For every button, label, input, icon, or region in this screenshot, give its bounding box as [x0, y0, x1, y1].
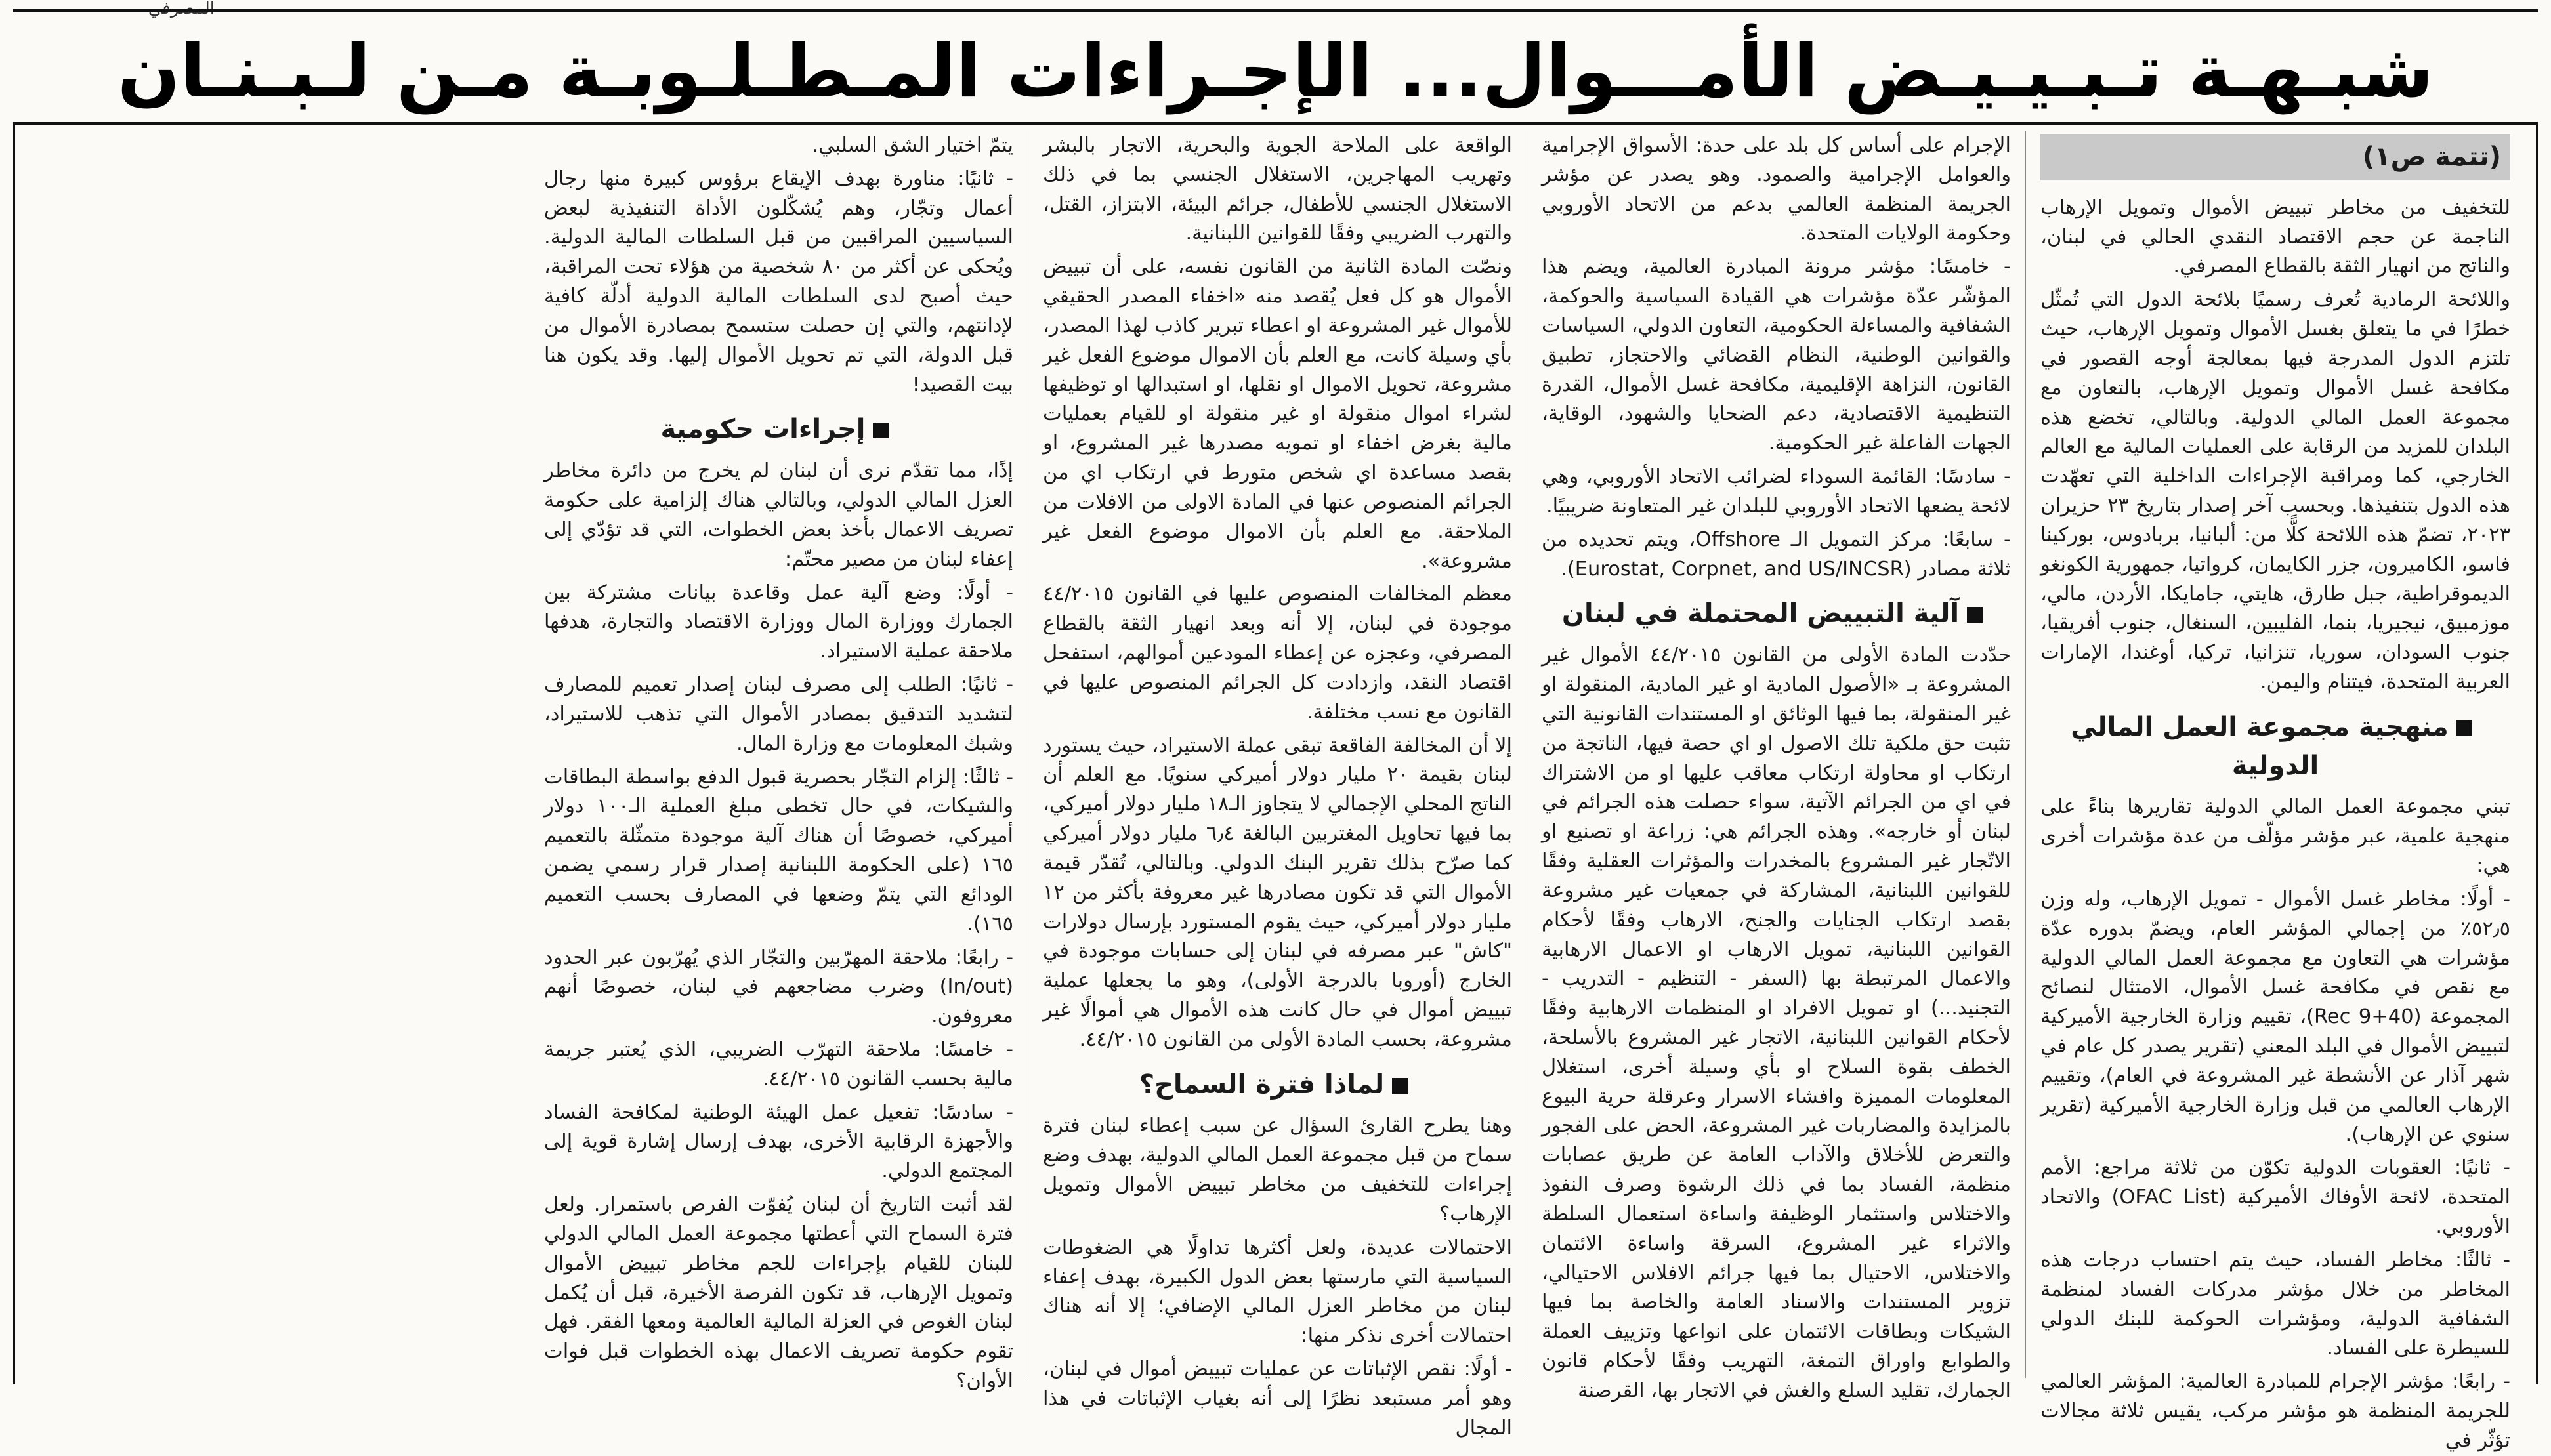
continuation-label: (تتمة ص١): [2040, 134, 2510, 180]
paragraph: ونصّت المادة الثانية من القانون نفسه، على أن تبييض الأموال هو كل فعل يُقصد منه «اخفاء المصدر الحقيقي للأموال غير المشروعة او اعطاء تبرير كاذب لهذا المصدر، بأي وسيلة كانت، مع العلم بأن الاموال موضوع الفعل غير مشروعة، تحويل الاموال او نقلها، او استبدالها او توظيفها لشراء اموال منقولة او غير منقولة او للقيام بعمليات مالية بغرض اخفاء او تمويه مصدرها غير المشروع، او بقصد مساعدة اي شخص متورط في ارتكاب اي من الجرائم المنصوص عنها في المادة الاولى من الافلات من الملاحقة. مع العلم بأن الاموال موضوع الفعل غير مشروعة».: [1043, 255, 1512, 573]
top-rule: [13, 9, 2538, 12]
paragraph: - أولًا: وضع آلية عمل وقاعدة بيانات مشتركة بين الجمارك ووزارة المال ووزارة الاقتصاد والتجارة، هدفها ملاحقة عملية الاستيراد.: [544, 581, 1013, 663]
paragraph: - ثالثًا: مخاطر الفساد، حيث يتم احتساب درجات هذه المخاطر من خلال مؤشر مدركات الفساد لمنظمة الشفافية الدولية، ومؤشرات الحوكمة للبنك الدولي للسيطرة على الفساد.: [2040, 1248, 2510, 1360]
paragraph: - سادسًا: تفعيل عمل الهيئة الوطنية لمكافحة الفساد والأجهزة الرقابية الأخرى، بهدف إرسال إشارة قوية إلى المجتمع الدولي.: [544, 1100, 1013, 1183]
section-heading-text: منهجية مجموعة العمل المالي الدولية: [2071, 711, 2449, 781]
paragraph: حدّدت المادة الأولى من القانون ٤٤/٢٠١٥ الأموال غير المشروعة بـ «الأصول المادية او غير المادية، المنقولة او غير المنقولة، بما فيها الوثائق او المستندات القانونية التي تثبت حق ملكية تلك الاصول او اي حصة فيها، الناتجة من ارتكاب او محاولة ارتكاب معاقب عليها او من الاشتراك في اي من الجرائم الآتية، سواء حصلت هذه الجرائم في لبنان أو خارجه». وهذه الجرائم هي: زراعة او تصنيع او الاتّجار غير المشروع بالمخدرات والمؤثرات العقلية وفقًا للقوانين اللبنانية، المشاركة في جمعيات غير مشروعة بقصد ارتكاب الجنايات والجنح، الارهاب وفقًا لأحكام القوانين اللبنانية، تمويل الارهاب او الاعمال الارهابية والاعمال المرتبطة بها (السفر - التنظيم - التدريب - التجنيد...) او تمويل الافراد او المنظمات الارهابية وفقًا لأحكام القوانين اللبنانية، الاتجار غير المشروع بالأسلحة، الخطف بقوة السلاح او بأي وسيلة أخرى، استغلال المعلومات المميزة وافشاء الاسرار وعرقلة حرية البيوع بالمزايدة والمضاربات غير المشروعة، الحض على الفجور والتعرض للأخلاق والآداب العامة عن طريق عصابات منظمة، الفساد بما في ذلك الرشوة وصرف النفوذ والاختلاس واستثمار الوظيفة واساءة استعمال السلطة والاثراء غير المشروع، السرقة واساءة الائتمان والاختلاس، الاحتيال بما فيها جرائم الافلاس الاحتيالي، تزوير المستندات والاسناد العامة والخاصة بما فيها الشيكات وبطاقات الائتمان على انواعها وتزييف العملة والطوابع واوراق التمغة، التهريب وفقًا لأحكام قانون الجمارك، تقليد السلع والغش في الاتجار بها، القرصنة: [1542, 644, 2012, 1402]
section-heading: [544, 410, 1013, 449]
paragraph: يتمّ اختيار الشق السلبي.: [812, 134, 1013, 157]
article-columns: [26, 131, 2525, 1452]
column-4: [530, 131, 1028, 1393]
paragraph: - خامسًا: مؤشر مرونة المبادرة العالمية، ويضم هذا المؤشّر عدّة مؤشرات هي القيادة السياسية والحوكمة، الشفافية والمساءلة الحكومية، التعاون الدولي، السياسات والقوانين الوطنية، النظام القضائي والاحتجاز، تطبيق القانون، النزاهة الإقليمية، مكافحة غسل الأموال، القدرة التنظيمية الاقتصادية، دعم الضحايا والشهود، الوقاية، الجهات الفاعلة غير الحكومية.: [1542, 255, 2011, 455]
paragraph: - خامسًا: ملاحقة التهرّب الضريبي، الذي يُعتبر جريمة مالية بحسب القانون ٤٤/٢٠١٥.: [544, 1037, 1013, 1091]
paragraph: - سادسًا: القائمة السوداء لضرائب الاتحاد الأوروبي، وهي لائحة يضعها الاتحاد الأوروبي للبلدان غير المتعاونة ضريبيًا.: [1542, 465, 2011, 518]
paragraph: تبني مجموعة العمل المالي الدولية تقاريرها بناءً على منهجية علمية، عبر مؤشر مؤلّف من عدة مؤشرات أخرى هي:: [2040, 795, 2510, 878]
square-bullet-icon: [1967, 607, 1983, 623]
square-bullet-icon: [873, 423, 889, 438]
column-2: [1527, 131, 2026, 1402]
square-bullet-icon: [1392, 1078, 1408, 1094]
paragraph: - ثالثًا: إلزام التجّار بحصرية قبول الدفع بواسطة البطاقات والشيكات، في حال تخطى مبلغ العملية الـ١٠٠ دولار أميركي، خصوصًا أن هناك آلية موجودة متمثّلة بالتعميم ١٦٥ (على الحكومة اللبنانية إصدار قرار رسمي يضمن الودائع التي يتمّ وضعها في المصارف بحسب التعميم ١٦٥).: [544, 765, 1013, 936]
column-3: [1028, 131, 1527, 1440]
headline: شبـهـة تـبـيـيـض الأمـــوال... الإجـراءات المـطـلـوبـة مـن لـبـنـان: [117, 29, 2434, 114]
section-heading-text: آلية التبييض المحتملة في لبنان: [1561, 598, 1960, 629]
paragraph: لقد أثبت التاريخ أن لبنان يُفوّت الفرص باستمرار. ولعل فترة السماح التي أعطتها مجموعة العمل المالي الدولي للبنان للقيام بإجراءات للجم مخاطر تبييض الأموال وتمويل الإرهاب، قد تكون الفرصة الأخيرة، قبل أن يُكمل لبنان الغوص في العزلة المالية العالمية ومعها الفقر. فهل تقوم حكومة تصريف الاعمال بهذه الخطوات قبل فوات الأوان؟: [544, 1193, 1013, 1393]
paragraph: للتخفيف من مخاطر تبييض الأموال وتمويل الإرهاب الناجمة عن حجم الاقتصاد النقدي الحالي في لبنان، والناتج من انهيار الثقة بالقطاع المصرفي.: [2040, 196, 2510, 278]
paragraph: وهنا يطرح القارئ السؤال عن سبب إعطاء لبنان فترة سماح من قبل مجموعة العمل المالي الدولية، بهدف وضع إجراءات للتخفيف من مخاطر تبييض الأموال وتمويل الإرهاب؟: [1043, 1114, 1512, 1226]
paragraph: الواقعة على الملاحة الجوية والبحرية، الاتجار بالبشر وتهريب المهاجرين، الاستغلال الجنسي بما في ذلك الاستغلال الجنسي للأطفال، جرائم البيئة، الابتزاز، القتل، والتهرب الضريبي وفقًا للقوانين اللبنانية.: [1043, 134, 1512, 245]
paragraph: - رابعًا: ملاحقة المهرّبين والتجّار الذي يُهرّبون عبر الحدود (In/out) وضرب مضاجعهم في لبنان، خصوصًا أنهم معروفون.: [544, 946, 1013, 1028]
paragraph: - ثانيًا: العقوبات الدولية تكوّن من ثلاثة مراجع: الأمم المتحدة، لائحة الأوفاك الأميركية (OFAC List) والاتحاد الأوروبي.: [2040, 1156, 2511, 1239]
headline-rule: [13, 122, 2538, 125]
paragraph: - أولًا: مخاطر غسل الأموال - تمويل الإرهاب، وله وزن ٥٢٫٥٪ من إجمالي المؤشر العام، ويضمّ بدوره عدّة مؤشرات هي التعاون مع مجموعة العمل المالي الدولية مع نقص في مكافحة غسل الأموال، الامتثال لنصائح المجموعة (Rec 9+40)، تقييم وزارة الخارجية الأميركية لتبييض الأموال في البلد المعني (تقرير يصدر كل عام في شهر آذار عن الأنشطة غير المشروعة في العام)، وتقييم الإرهاب العالمي من قبل وزارة الخارجية الأميركية (تقرير سنوي عن الإرهاب).: [2040, 887, 2511, 1146]
paragraph: - ثانيًا: مناورة بهدف الإيقاع برؤوس كبيرة منها رجال أعمال وتجّار، وهم يُشكّلون الأداة التنفيذية لبعض السياسيين المراقبين من قبل السلطات المالية الدولية. ويُحكى عن أكثر من ٨٠ شخصية من هؤلاء تحت المراقبة، حيث أصبح لدى السلطات المالية الدولية أدلّة كافية لإدانتهم، والتي إن حصلت ستسمح بمصادرة الأموال من قبل الدولة، التي تم تحويل الأموال إليها. وقد يكون هنا بيت القصيد!: [544, 167, 1013, 396]
paragraph: - سابعًا: مركز التمويل الـ Offshore، ويتم تحديده من ثلاثة مصادر (Eurostat, Corpnet, and US/INCSR).: [1542, 528, 2012, 581]
section-heading: [1043, 1066, 1512, 1104]
frame-left-border: [13, 125, 15, 1384]
section-heading: [1542, 594, 2011, 633]
paragraph: - رابعًا: مؤشر الإجرام للمبادرة العالمية: المؤشر العالمي للجريمة المنظمة هو مؤشر مركب، يقيس ثلاثة مجالات تؤثّر في: [2040, 1370, 2510, 1452]
paragraph: الإجرام على أساس كل بلد على حدة: الأسواق الإجرامية والعوامل الإجرامية والصمود. وهو يصدر عن مؤشر الجريمة المنظمة العالمي بدعم من الاتحاد الأوروبي وحكومة الولايات المتحدة.: [1542, 134, 2011, 245]
section-heading-text: لماذا فترة السماح؟: [1139, 1069, 1385, 1100]
section-heading-text: إجراءات حكومية: [660, 414, 866, 445]
paragraph: الاحتمالات عديدة، ولعل أكثرها تداولًا هي الضغوطات السياسية التي مارستها بعض الدول الكبيرة، بهدف إعفاء لبنان من مخاطر العزل المالي الإضافي؛ إلا أنه هناك احتمالات أخرى نذكر منها:: [1043, 1236, 1512, 1348]
paragraph: واللائحة الرمادية تُعرف رسميًا بلائحة الدول التي تُمثّل خطرًا في ما يتعلق بغسل الأموال وتمويل الإرهاب، حيث تلتزم الدول المدرجة فيها بمعالجة أوجه القصور في مكافحة غسل الأموال وتمويل الإرهاب، بالتعاون مع مجموعة العمل المالي الدولية. وبالتالي، تخضع هذه البلدان للمزيد من الرقابة على العمليات المالية مع العالم الخارجي، كما ومراقبة الإجراءات الداخلية التي تعهّدت هذه الدول بتنفيذها. وبحسب آخر إصدار بتاريخ ٢٣ حزيران ٢٠٢٣، تضمّ هذه اللائحة كلًّا من: ألبانيا، بربادوس، بوركينا فاسو، الكاميرون، جزر الكايمان، كرواتيا، جمهورية الكونغو الديموقراطية، جبل طارق، هايتي، جامايكا، الأردن، مالي، موزمبيق، نيجيريا، بنما، الفليبين، السنغال، جنوب أفريقيا، جنوب السودان، سوريا، تنزانيا، تركيا، أوغندا، الإمارات العربية المتحدة، فيتنام واليمن.: [2040, 288, 2510, 694]
section-heading: [2040, 708, 2510, 785]
column-1: [2026, 131, 2525, 1452]
square-bullet-icon: [2456, 720, 2472, 736]
paragraph: إذًا، مما تقدّم نرى أن لبنان لم يخرج من دائرة مخاطر العزل المالي الدولي، وبالتالي هناك إلزامية على حكومة تصريف الاعمال بأخذ بعض الخطوات، التي قد تؤدّي إلى إعفاء لبنان من مصير محتّم:: [544, 459, 1013, 571]
paragraph: معظم المخالفات المنصوص عليها في القانون ٤٤/٢٠١٥ موجودة في لبنان، إلا أنه وبعد انهيار الثقة بالقطاع المصرفي، وعجزه عن إعطاء المودعين أموالهم، استفحل اقتصاد النقد، وازدادت كل الجرائم المنصوص عليها في القانون مع نسب مختلفة.: [1043, 583, 1512, 724]
paragraph: إلا أن المخالفة الفاقعة تبقى عملة الاستيراد، حيث يستورد لبنان بقيمة ٢٠ مليار دولار أميركي سنويًا. مع العلم أن الناتج المحلي الإجمالي لا يتجاوز الـ١٨ مليار دولار أميركي، بما فيها تحاويل المغتربين البالغة ٦٫٤ مليار دولار أميركي كما صرّح بذلك تقرير البنك الدولي. وبالتالي، تُقدّر قيمة الأموال التي قد تكون مصادرها غير معروفة بأكثر من ١٢ مليار دولار أميركي، حيث يقوم المستورد بإرسال دولارات "كاش" عبر مصرفه في لبنان إلى حسابات موجودة في الخارج (أوروبا بالدرجة الأولى)، وهو ما يجعلها عملية تبييض أموال في حال كانت هذه الأموال هي أموالًا غير مشروعة، بحسب المادة الأولى من القانون ٤٤/٢٠١٥.: [1043, 734, 1512, 1051]
paragraph: - أولًا: نقص الإثباتات عن عمليات تبييض أموال في لبنان، وهو أمر مستبعد نظرًا إلى أنه بغياب الإثباتات في هذا المجال: [1043, 1358, 1512, 1440]
frame-right-border: [2536, 125, 2538, 1384]
paragraph: - ثانيًا: الطلب إلى مصرف لبنان إصدار تعميم للمصارف لتشديد التدقيق بمصادر الأموال التي تذهب للاستيراد، وشبك المعلومات مع وزارة المال.: [544, 673, 1013, 755]
